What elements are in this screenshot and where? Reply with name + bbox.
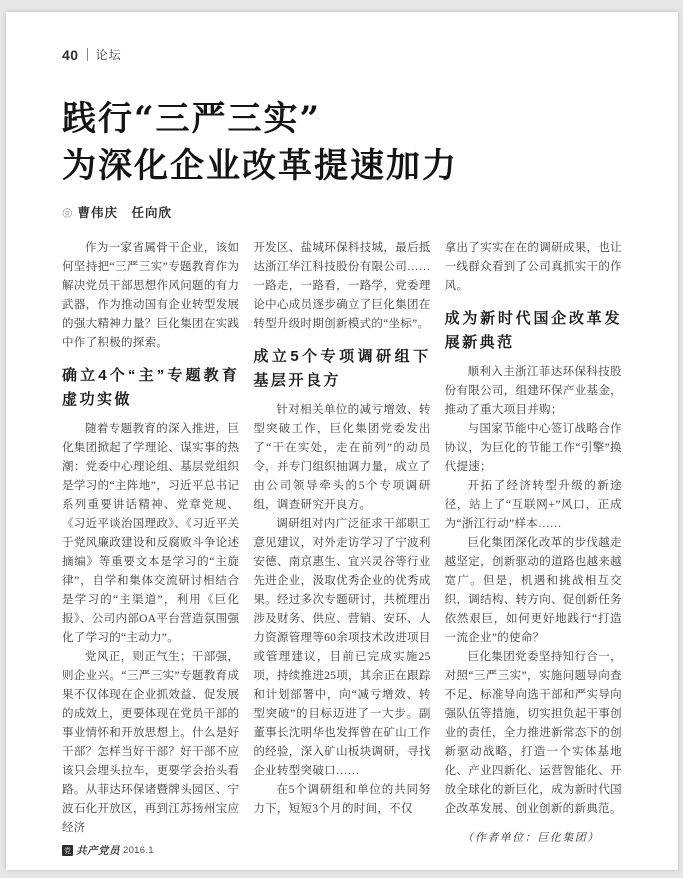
paragraph: 开拓了经济转型升级的新途径，站上了“互联网+”风口，正成为“浙江行动”样本……	[444, 480, 622, 530]
paragraph: 党风正，则正气生；干部强，则企业兴。“三严三实”专题教育成果不仅体现在企业抓效益、促发展的成效上，更要体现在党员干部的事业情怀和开放思想上。什么是好干部？怎样当好干部？好干部不应该只会埋头拉车，更要学会抬头看路。从菲达环保诸暨牌头园区、宁波石化开放区，再到江苏扬州宝应经济	[62, 651, 240, 834]
author-names: 曹伟庆 任向欣	[77, 206, 172, 220]
author-bullet-icon: ◎	[62, 205, 73, 219]
paragraph: 针对相关单位的减亏增效、转型突破工作，巨化集团党委发出了“干在实处，走在前列”的动员令，并专门组织抽调力量，成立了由公司领导牵头的5个专项调研组，调查研究开良方。	[253, 404, 431, 511]
header-divider	[87, 48, 88, 61]
article-columns	[62, 239, 622, 845]
paragraph-continuation: 拿出了实实在在的调研成果，也让一线群众看到了公司真抓实干的作风。	[444, 242, 622, 292]
author-affiliation: （作者单位：巨化集团）	[462, 831, 600, 844]
paragraph: 作为一家省属骨干企业，该如何坚持把“三严三实”专题教育作为解决党员干部思想作风问题的有力武器，作为推动国有企业转型发展的强大精神力量？巨化集团在实践中作了积极的探索。	[62, 242, 240, 349]
section-heading-1: 确立4个“主”专题教育虚功实做	[62, 367, 240, 408]
article-title	[62, 96, 622, 190]
column-3	[445, 239, 622, 845]
magazine-page	[6, 12, 678, 870]
article-title-line1: 践行“三严三实”	[62, 99, 322, 139]
paragraph: 巨化集团深化改革的步伐越走越坚定，创新驱动的道路也越来越宽广。但是，机遇和挑战相互交织，调结构、转方向、促创新任务依然艰巨，如何更好地践行“打造一流企业”的使命？	[444, 537, 622, 644]
paragraph: 顺利入主浙江菲达环保科技股份有限公司，组建环保产业基金，推动了重大项目并购；	[444, 366, 622, 416]
section-heading-2: 成立5个专项调研组下基层开良方	[253, 348, 431, 389]
paragraph: 与国家节能中心签订战略合作协议，为巨化的节能工作“引擎”换代提速；	[444, 423, 622, 473]
byline	[62, 203, 622, 221]
section-label: 论坛	[95, 48, 122, 62]
running-head	[62, 46, 622, 63]
column-2	[253, 239, 430, 845]
page-content	[6, 12, 678, 845]
paragraph: 巨化集团党委坚持知行合一，对照“三严三实”，实施问题导向查不足、标准导向选干部和严实导向强队伍等措施，切实担负起干事创业的责任，全力推进新常态下的创新驱动战略，打造一个实体基地化、产业四新化、运营智能化、开放全球化的新巨化，成为新时代国企改革发展、创业创新的新典范。	[444, 651, 622, 815]
page-footer	[62, 843, 154, 858]
issue-number: 2016.1	[123, 845, 154, 856]
magazine-logo-icon: 党	[62, 845, 73, 856]
paragraph: 调研组对内广泛征求干部职工意见建议，对外走访学习了宁波利安德、南京惠生、宜兴灵谷等行业先进企业，汲取优秀企业的优秀成果。经过多次专题研讨，共梳理出涉及财务、供应、营销、安环、人力资源管理等60余项技术改进项目或管理建议，目前已完成实施25项，持续推进25项，其余正在跟踪和计划部署中，向“减亏增效、转型突破”的目标迈进了一大步。副董事长沈明华也发挥曾在矿山工作的经验，深入矿山板块调研，寻找企业转型突破口……	[253, 518, 431, 777]
paragraph: 随着专题教育的深入推进，巨化集团掀起了学理论、谋实事的热潮：党委中心理论组、基层党组织是学习的“主阵地”，习近平总书记系列重要讲话精神、党章党规、《习近平谈治国理政》、《习近平关于党风廉政建设和反腐败斗争论述摘编》等重要文本是学习的“主旋律”，自学和集体交流研讨相结合是学习的“主渠道”，利用《巨化报》、公司内部OA平台营造氛围强化了学习的“主动力”。	[62, 423, 240, 644]
column-1	[62, 239, 239, 845]
magazine-name: 共产党员	[76, 845, 120, 857]
paragraph: 在5个调研组和单位的共同努力下，短短3个月的时间，不仅	[253, 784, 431, 815]
article-title-line2: 为深化企业改革提速加力	[62, 146, 458, 186]
paragraph-continuation: 开发区、盐城环保科技城，最后抵达浙江华江科技股份有限公司……一路走，一路看，一路学，党委理论中心成员逐步确立了巨化集团在转型升级时期创新模式的“坐标”。	[253, 242, 431, 330]
section-heading-3: 成为新时代国企改革发展新典范	[444, 310, 622, 351]
page-number: 40	[62, 46, 79, 63]
